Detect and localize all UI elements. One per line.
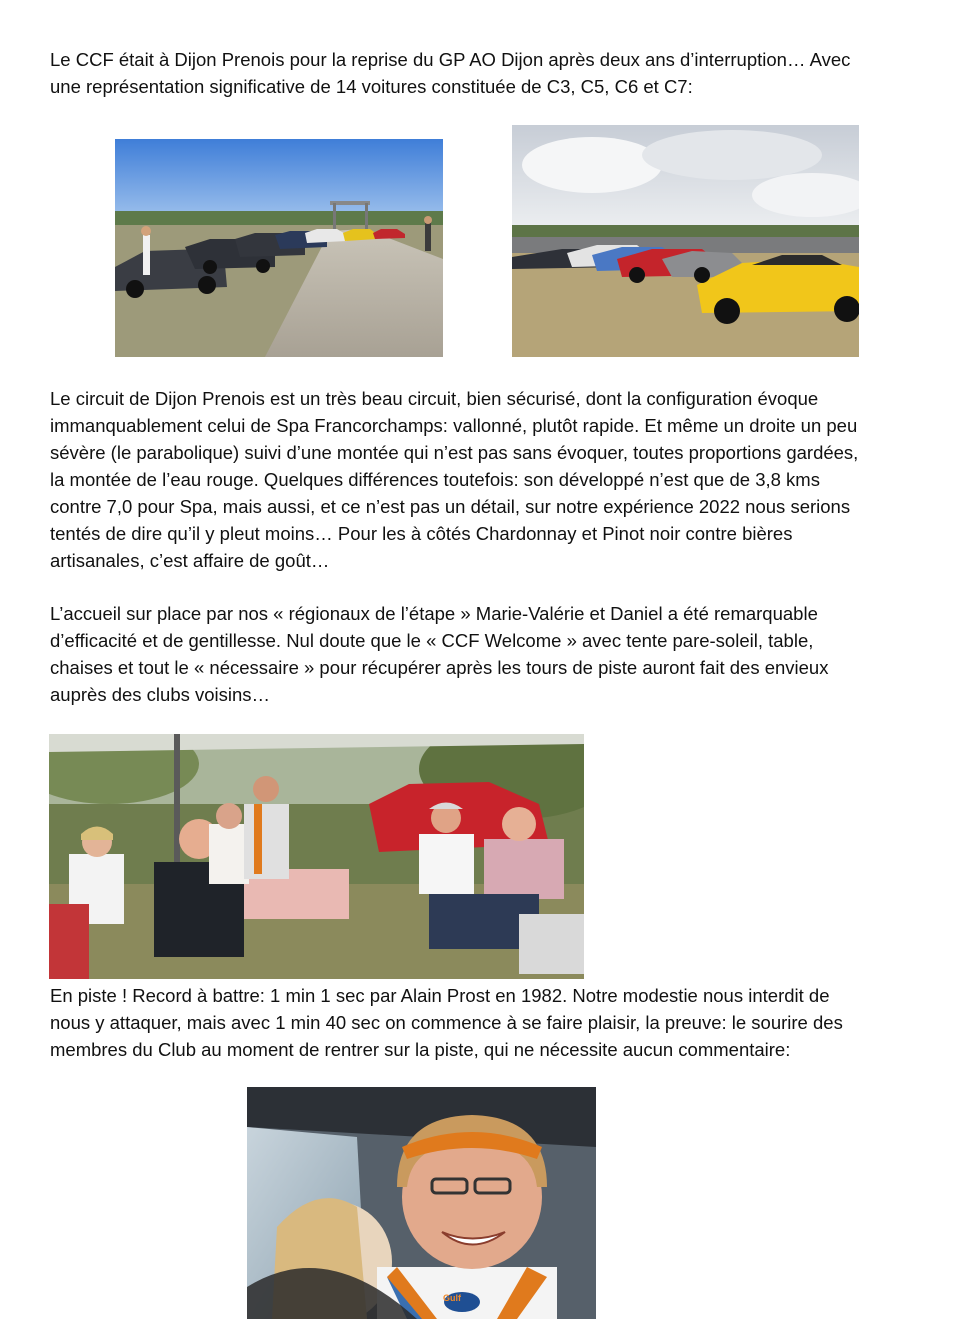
text-line: immanquablement celui de Spa Francorchamps: vallonné, plutôt rapide. Et même un droite un peu — [50, 415, 858, 436]
paragraph-accueil — [50, 600, 950, 708]
text-line: Le CCF était à Dijon Prenois pour la reprise du GP AO Dijon après deux ans d’interruption… Avec — [50, 49, 851, 70]
text-line: auprès des clubs voisins… — [50, 684, 271, 705]
text-line: d’efficacité et de gentillesse. Nul doute que le « CCF Welcome » avec tente pare-soleil, table, — [50, 630, 814, 651]
photo-driver-helmet — [247, 1087, 596, 1319]
text-line: la montée de l’eau rouge. Quelques différences toutefois: son développé n’est que de 3,8 kms — [50, 469, 820, 490]
photo-cars-parked-road — [115, 139, 443, 357]
text-line: L’accueil sur place par nos « régionaux de l’étape » Marie-Valérie et Daniel a été remarquable — [50, 603, 818, 624]
paragraph-piste — [50, 982, 950, 1063]
text-line: une représentation significative de 14 voitures constituée de C3, C5, C6 et C7: — [50, 76, 693, 97]
paragraph-intro — [50, 46, 950, 100]
paragraph-circuit — [50, 385, 950, 574]
text-line: chaises et tout le « nécessaire » pour récupérer après les tours de piste auront fait des envieux — [50, 657, 829, 678]
text-line: nous y attaquer, mais avec 1 min 40 sec on commence à se faire plaisir, la preuve: le sourire des — [50, 1012, 843, 1033]
text-line: artisanales, c’est affaire de goût… — [50, 550, 330, 571]
helmet-brand-label: Gulf — [443, 1293, 461, 1303]
text-line: membres du Club au moment de rentrer sur la piste, qui ne nécessite aucun commentaire: — [50, 1039, 791, 1060]
text-line: sévère (le parabolique) suivi d’une montée qui n’est pas sans évoquer, toutes proportions gardées, — [50, 442, 859, 463]
text-line: contre 7,0 pour Spa, mais aussi, et ce n’est pas un détail, sur notre expérience 2022 nous serions — [50, 496, 851, 517]
photo-yellow-corvette-line — [512, 125, 859, 357]
photo-club-picnic-tent — [49, 734, 584, 979]
text-line: tentés de dire qu’il y pleut moins… Pour les à côtés Chardonnay et Pinot noir contre bières — [50, 523, 793, 544]
text-line: En piste ! Record à battre: 1 min 1 sec par Alain Prost en 1982. Notre modestie nous interdit de — [50, 985, 830, 1006]
text-line: Le circuit de Dijon Prenois est un très beau circuit, bien sécurisé, dont la configuration évoque — [50, 388, 819, 409]
